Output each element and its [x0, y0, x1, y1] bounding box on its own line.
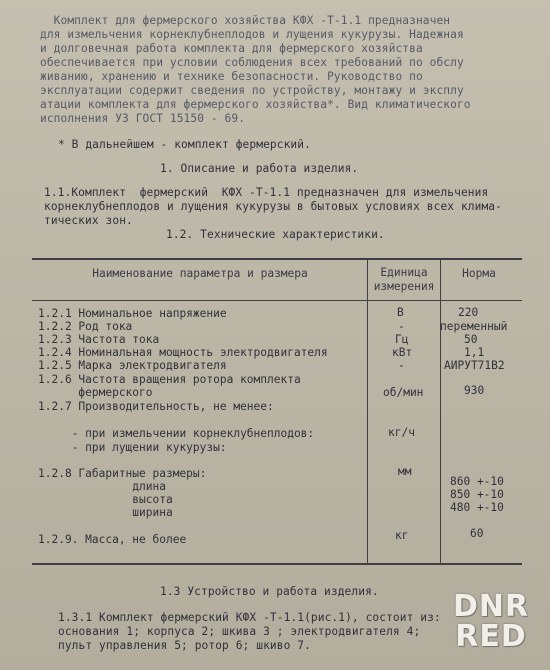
row-name: 1.2.8 Габаритные размеры:	[38, 467, 207, 480]
section-13-title: 1.3 Устройство и работа изделия.	[160, 585, 379, 598]
row-norm: 1,1	[464, 346, 485, 359]
row-unit: об/мин	[383, 386, 424, 399]
row-name: 1.2.7 Производительность, не менее:	[38, 400, 274, 413]
row-norm: 930	[464, 384, 485, 397]
intro-line: Комплект для фермерского хозяйства КФХ -Т-1.1 предназначен	[40, 14, 451, 27]
row-name: 1.2.9. Масса, не более	[38, 533, 187, 546]
row-name: 1.2.4 Номинальная мощность электродвигателя	[38, 346, 328, 359]
row-norm: 480 +-10	[450, 501, 504, 514]
row-norm: переменный	[440, 320, 508, 333]
subsection-title: 1.2. Технические характеристики.	[166, 228, 385, 241]
intro-line: исполнения УЗ ГОСТ 15150 - 69.	[40, 112, 246, 125]
row-norm: АИРУТ71В2	[444, 359, 505, 372]
watermark-logo	[444, 589, 538, 656]
row-unit: мм	[398, 465, 412, 478]
paragraph-line: корнеклубнеплодов и лущения кукурузы в бытовых условиях всех клима-	[44, 200, 502, 213]
row-name: фермерского	[38, 386, 153, 399]
row-unit: кг/ч	[388, 426, 415, 439]
intro-line: атации комплекта для фермерского хозяйства*. Вид климатического	[40, 98, 471, 111]
intro-line: эксплуатации содержит сведения по устройству, монтажу и эксплу	[40, 84, 464, 97]
paragraph-line: 1.3.1 Комплект фермерский КФХ -Т-1.1(рис.1), состоит из:	[58, 611, 441, 624]
intro-line: обеспечивается при условии соблюдения всех требований по обслу	[40, 56, 464, 69]
row-unit: Гц	[395, 333, 409, 346]
row-norm: 850 +-10	[450, 488, 504, 501]
intro-line: живанию, хранению и технике безопасности. Руководство по	[40, 70, 423, 83]
watermark-line: RED	[455, 619, 527, 654]
row-unit: В	[397, 306, 404, 319]
watermark-line: DNR	[452, 589, 530, 624]
row-norm: 50	[464, 333, 478, 346]
footnote: * В дальнейшем - комплект фермерский.	[58, 138, 311, 151]
table-col-divider	[367, 258, 368, 563]
paragraph-line: 1.1.Комплект фермерский КФХ -Т-1.1 предназначен для измельчения	[44, 186, 489, 199]
row-name: 1.2.3 Частота тока	[38, 333, 160, 346]
row-unit: -	[398, 359, 405, 372]
table-header-rule	[32, 300, 522, 301]
intro-line: для измельчения корнеклубнеплодов и лущения кукурузы. Надежная	[40, 28, 464, 41]
table-header-norm: Норма	[462, 267, 496, 280]
section-1-title: 1. Описание и работа изделия.	[160, 162, 359, 175]
row-name: - при измельчении корнеклубнеплодов:	[38, 427, 315, 440]
intro-line: и долговечная работа комплекта для фермерского хозяйства	[40, 42, 423, 55]
row-name: 1.2.5 Марка электродвигателя	[38, 359, 227, 372]
row-unit: -	[398, 320, 405, 333]
row-norm: 220	[458, 306, 479, 319]
row-name: - при лущении кукурузы:	[38, 441, 227, 454]
row-name: 1.2.6 Частота вращения ротора комплекта	[38, 373, 301, 386]
paragraph-line: основания 1; корпуса 2; шкива 3 ; электродвигателя 4;	[58, 625, 421, 638]
row-name: длина	[38, 480, 166, 493]
row-norm: 860 +-10	[450, 475, 504, 488]
row-name: высота	[38, 493, 173, 506]
row-unit: кг	[395, 529, 409, 542]
row-norm: 60	[470, 527, 484, 540]
row-name: ширина	[38, 506, 173, 519]
row-name: 1.2.2 Род тока	[38, 320, 133, 333]
table-col-divider	[440, 258, 441, 563]
table-header-name: Наименование параметра и размера	[92, 267, 308, 280]
row-unit: кВт	[392, 346, 413, 359]
paragraph-line: тических зон.	[44, 214, 133, 227]
table-bottom-rule	[32, 563, 522, 565]
paragraph-line: пульт управления 5; ротор 6; шкиво 7.	[58, 639, 311, 652]
table-top-rule	[32, 258, 522, 260]
row-name: 1.2.1 Номинальное напряжение	[38, 307, 227, 320]
table-header-unit: Единица измерения	[373, 266, 435, 293]
